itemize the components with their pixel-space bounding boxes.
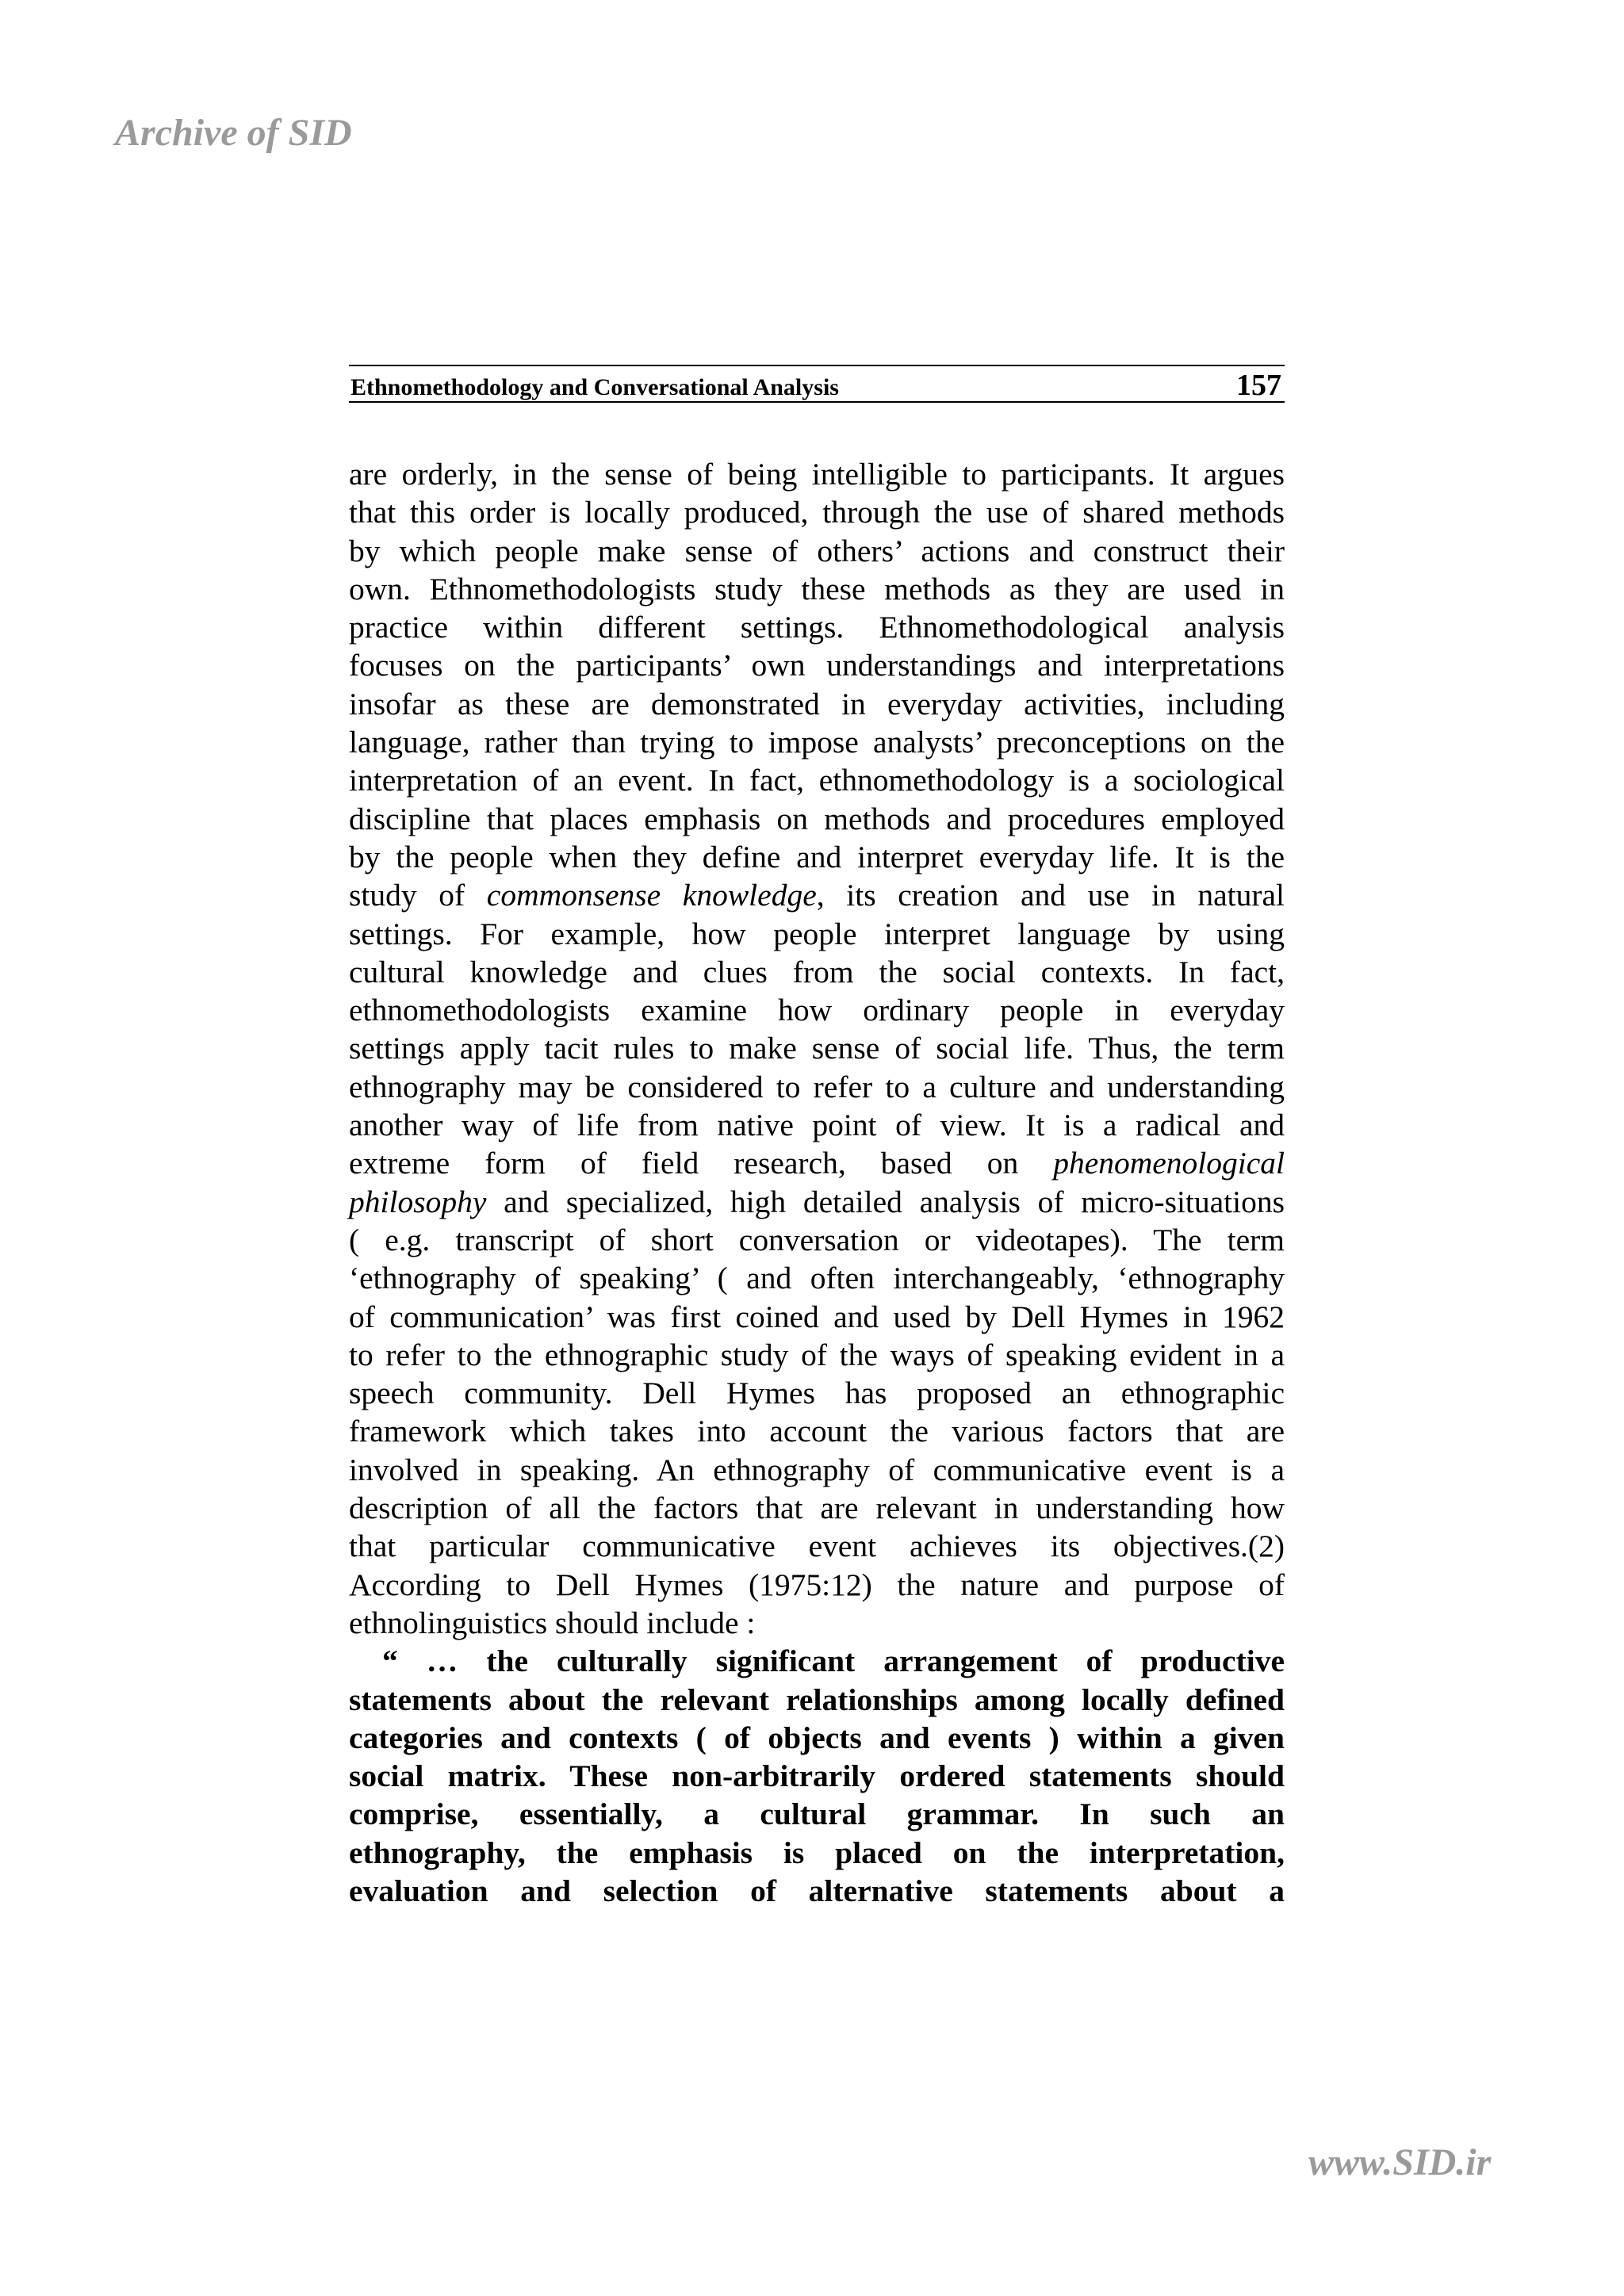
text-line: ethnomethodologists examine how ordinary people in everyday [349, 993, 1285, 1028]
watermark-archive-of-sid: Archive of SID [115, 112, 352, 154]
text-line: interpretation of an event. In fact, ethnomethodology is a sociological [349, 763, 1285, 798]
italic-term: commonsense knowledge [486, 878, 817, 913]
text-segment: study of [349, 878, 487, 913]
text-line: involved in speaking. An ethnography of communicative event is a [349, 1452, 1285, 1487]
text-line: description of all the factors that are relevant in understanding how [349, 1490, 1285, 1526]
quote-line: ethnography, the emphasis is placed on the interpretation, [349, 1835, 1285, 1870]
page-number: 157 [1236, 369, 1281, 402]
block-quote [349, 1642, 1285, 1910]
text-line: ‘ethnography of speaking’ ( and often interchangeably, ‘ethnography [349, 1261, 1285, 1296]
text-line [349, 1183, 1285, 1221]
text-line: another way of life from native point of view. It is a radical and [349, 1108, 1285, 1143]
text-line [349, 876, 1285, 914]
text-line: ( e.g. transcript of short conversation or videotapes). The term [349, 1222, 1285, 1257]
text-line: ethnography may be considered to refer to a culture and understanding [349, 1069, 1285, 1104]
italic-term: philosophy [349, 1184, 487, 1219]
text-line: by which people make sense of others’ actions and construct their [349, 533, 1285, 568]
quote-line: social matrix. These non-arbitrarily ordered statements should [349, 1758, 1285, 1794]
text-line: framework which takes into account the various factors that are [349, 1414, 1285, 1449]
text-segment: , its creation and use in natural [816, 878, 1285, 913]
text-line: to refer to the ethnographic study of the ways of speaking evident in a [349, 1337, 1285, 1372]
quote-line: comprise, essentially, a cultural grammar. In such an [349, 1797, 1285, 1832]
text-line: settings. For example, how people interpret language by using [349, 916, 1285, 951]
watermark-sid-url: www.SID.ir [1308, 2141, 1492, 2183]
text-line: own. Ethnomethodologists study these methods as they are used in [349, 571, 1285, 607]
quote-line: “ … the culturally significant arrangement of productive [382, 1644, 1285, 1679]
text-line: According to Dell Hymes (1975:12) the nature and purpose of [349, 1567, 1285, 1602]
running-header [349, 365, 1285, 403]
text-line: settings apply tacit rules to make sense of social life. Thus, the term [349, 1031, 1285, 1066]
text-line: of communication’ was first coined and used by Dell Hymes in 1962 [349, 1299, 1285, 1334]
text-line [349, 1144, 1285, 1182]
text-segment: extreme form of field research, based on [349, 1146, 1054, 1181]
text-line: discipline that places emphasis on methods and procedures employed [349, 801, 1285, 836]
running-header-title: Ethnomethodology and Conversational Analysis [350, 374, 839, 400]
main-paragraph [349, 455, 1285, 1642]
text-line: are orderly, in the sense of being intelligible to participants. It argues [349, 457, 1285, 492]
italic-term: phenomenological [1053, 1146, 1285, 1181]
text-line: by the people when they define and interpret everyday life. It is the [349, 839, 1285, 874]
quote-line: categories and contexts ( of objects and events ) within a given [349, 1720, 1285, 1755]
text-line: speech community. Dell Hymes has proposed an ethnographic [349, 1376, 1285, 1411]
text-line: that particular communicative event achieves its objectives.(2) [349, 1529, 1285, 1564]
text-segment: and specialized, high detailed analysis of micro-situations [486, 1184, 1285, 1219]
quote-line: statements about the relevant relationships among locally defined [349, 1682, 1285, 1717]
text-line: insofar as these are demonstrated in everyday activities, including [349, 686, 1285, 721]
text-line: practice within different settings. Ethnomethodological analysis [349, 610, 1285, 645]
text-line: language, rather than trying to impose analysts’ preconceptions on the [349, 725, 1285, 760]
text-line: ethnolinguistics should include : [349, 1605, 756, 1640]
text-line: that this order is locally produced, through the use of shared methods [349, 495, 1285, 530]
text-line: focuses on the participants’ own understandings and interpretations [349, 648, 1285, 683]
quote-line: evaluation and selection of alternative statements about a [349, 1873, 1285, 1908]
text-line: cultural knowledge and clues from the social contexts. In fact, [349, 954, 1285, 989]
body-text [349, 455, 1285, 1910]
